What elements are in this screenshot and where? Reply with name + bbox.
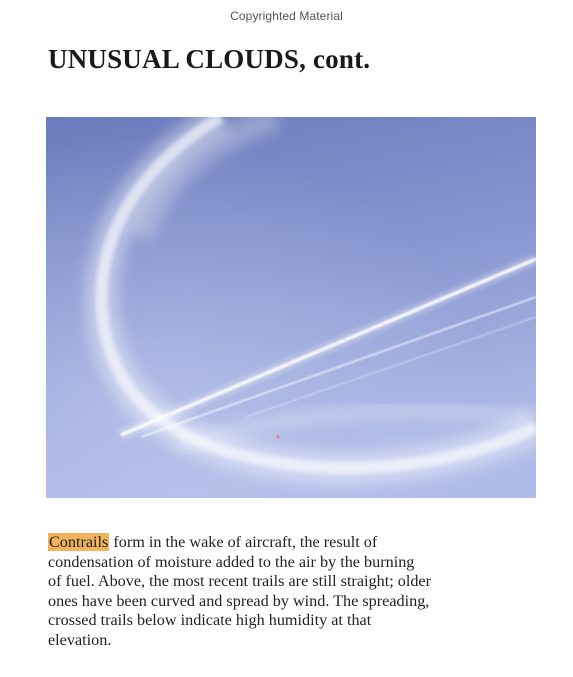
page-title: UNUSUAL CLOUDS, cont. bbox=[48, 44, 371, 74]
caption-line-5: crossed trails below indicate high humidity at that bbox=[48, 611, 372, 629]
caption-line-4: ones have been curved and spread by wind. The spreading, bbox=[48, 591, 430, 610]
caption-line-2: condensation of moisture added to the air by the burning bbox=[48, 552, 415, 571]
caption-line-1-rest: form in the wake of aircraft, the result of bbox=[109, 533, 378, 551]
highlighted-term: Contrails bbox=[49, 533, 109, 551]
contrails-photo bbox=[46, 117, 536, 498]
caption-line-6: elevation. bbox=[48, 630, 112, 649]
caption bbox=[48, 533, 538, 650]
aircraft-dot bbox=[276, 435, 279, 438]
caption-line-1 bbox=[48, 533, 538, 553]
caption-line-3: of fuel. Above, the most recent trails are still straight; older bbox=[48, 572, 431, 590]
copyright-watermark: Copyrighted Material bbox=[230, 9, 343, 23]
